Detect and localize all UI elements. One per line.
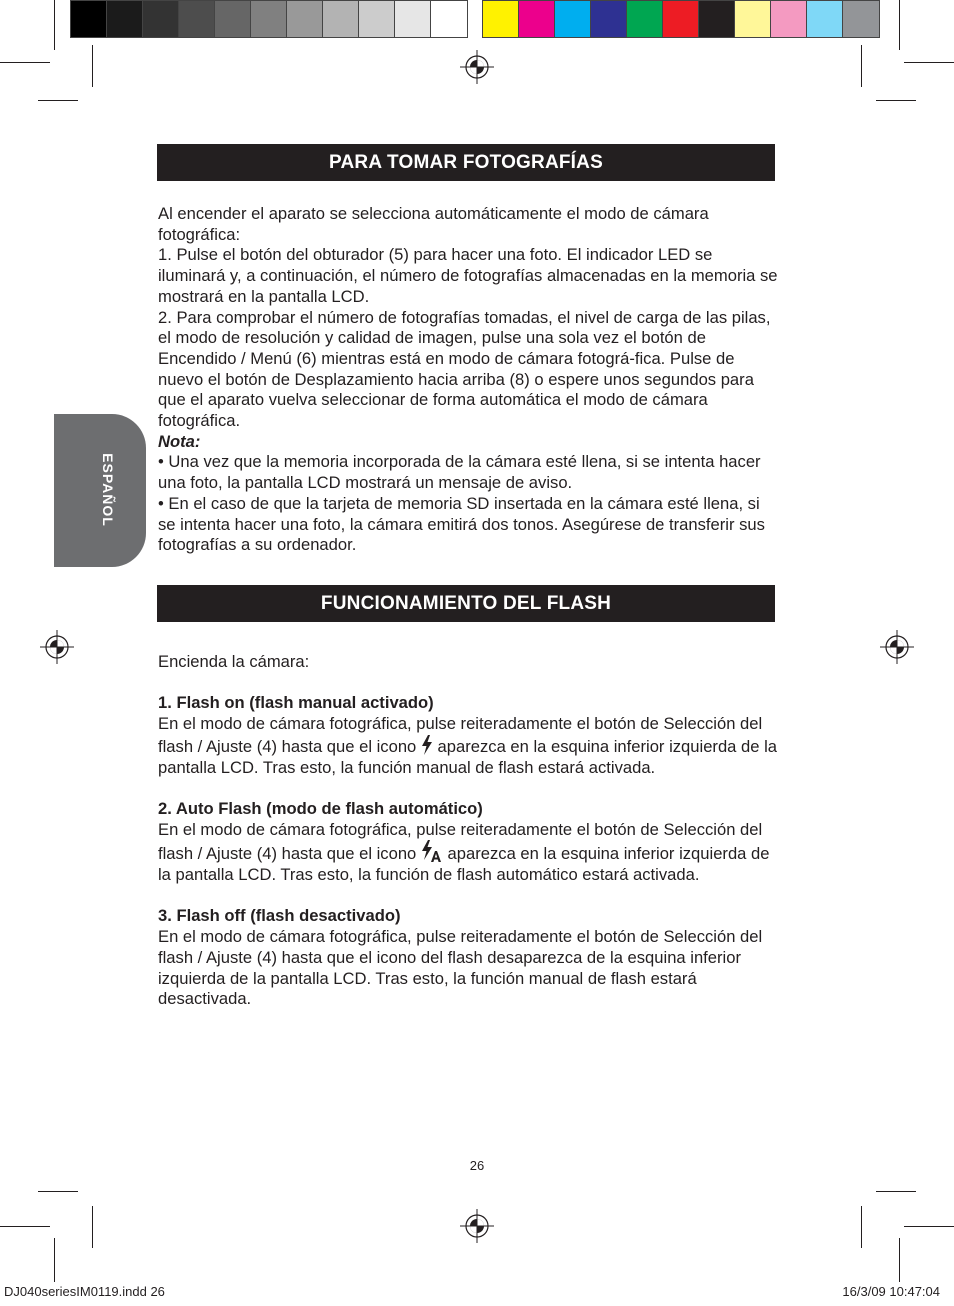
photos-step-1: 1. Pulse el botón del obturador (5) para hacer una foto. El indicador LED se iluminará y, a continuación, el número de fotografías almacenadas en la memoria se mostrará en la pantalla LCD. — [158, 245, 778, 306]
color-swatch — [591, 1, 627, 37]
color-swatch — [431, 1, 467, 37]
color-swatch — [179, 1, 215, 37]
language-tab-label: ESPAÑOL — [100, 453, 116, 527]
flash-item-1-title: 1. Flash on (flash manual activado) — [158, 693, 434, 713]
crop-mark — [904, 1226, 954, 1227]
note-label: Nota: — [158, 431, 201, 451]
color-swatch — [735, 1, 771, 37]
color-swatch — [359, 1, 395, 37]
crop-mark — [92, 45, 93, 87]
page-number: 26 — [469, 1158, 485, 1173]
note-item-2: • En el caso de que la tarjeta de memoria SD insertada en la cámara esté llena, si se intenta hacer una foto, la cámara emitirá dos tonos. Asegúrese de transferir sus fotografías a su ordenador. — [158, 493, 765, 555]
crosshair-registration-icon — [40, 630, 74, 664]
flash-item-2-text-after: aparezca en la esquina inferior izquierda de la pantalla LCD. Tras esto, la función de flash automático estará activada. — [158, 844, 770, 884]
color-swatch — [483, 1, 519, 37]
photos-intro: Al encender el aparato se selecciona automáticamente el modo de cámara fotográfica: — [158, 204, 709, 244]
color-swatch — [215, 1, 251, 37]
color-swatch — [627, 1, 663, 37]
crop-mark — [861, 45, 862, 87]
color-swatch — [807, 1, 843, 37]
crop-mark — [0, 1226, 50, 1227]
color-swatch — [287, 1, 323, 37]
color-swatch — [843, 1, 879, 37]
flash-icon — [421, 735, 433, 755]
flash-item-1-text-before: En el modo de cámara fotográfica, pulse reiteradamente el botón de Selección del flash / Ajuste (4) hasta que el icono — [158, 714, 763, 756]
crop-mark — [0, 62, 50, 63]
crop-mark — [861, 1206, 862, 1248]
section-photos-body — [158, 204, 778, 556]
color-swatch — [663, 1, 699, 37]
flash-intro: Encienda la cámara: — [158, 652, 310, 671]
flash-item-2-text-before: En el modo de cámara fotográfica, pulse reiteradamente el botón de Selección del flash / Ajuste (4) hasta que el icono — [158, 819, 763, 864]
color-swatch — [555, 1, 591, 37]
flash-item-1-text-after: aparezca en la esquina inferior izquierda de la pantalla LCD. Tras esto, la función manual de flash estará activada. — [158, 736, 777, 777]
color-swatch — [395, 1, 431, 37]
footer-datetime: 16/3/09 10:47:04 — [842, 1284, 940, 1299]
crop-mark — [899, 0, 900, 50]
crosshair-registration-icon — [880, 630, 914, 664]
section-header-photos: PARA TOMAR FOTOGRAFÍAS — [157, 144, 775, 181]
color-swatch — [143, 1, 179, 37]
flash-item-3-title: 3. Flash off (flash desactivado) — [158, 906, 401, 926]
color-swatch — [519, 1, 555, 37]
photos-step-2: 2. Para comprobar el número de fotografías tomadas, el nivel de carga de las pilas, el modo de resolución y calidad de imagen, pulse una sola vez el botón de Encendido / Menú (6) mientras está en modo de cámara fotográ-fica. Pulse de nuevo el botón de Desplazamiento hacia arriba (8) o espere unos segundos para que el aparato vuelva seleccionar de forma automática el modo de cámara fotográfica. — [158, 307, 771, 431]
flash-auto-icon — [421, 840, 443, 862]
crop-mark — [876, 1191, 916, 1192]
color-swatch — [771, 1, 807, 37]
flash-item-3-text: En el modo de cámara fotográfica, pulse reiteradamente el botón de Selección del flash / Ajuste (4) hasta que el icono del flash desaparezca de la esquina inferior izquierda de la pantalla LCD. Tras esto, la función manual de flash estará desactivada. — [158, 927, 763, 1009]
flash-item-1-text — [158, 714, 778, 778]
crop-mark — [54, 0, 55, 50]
grayscale-color-bar — [70, 0, 468, 38]
color-swatch — [323, 1, 359, 37]
process-color-bar — [482, 0, 880, 38]
crop-mark — [899, 1238, 900, 1282]
crop-mark — [876, 100, 916, 101]
crop-mark — [38, 100, 78, 101]
crosshair-registration-icon — [460, 50, 494, 84]
flash-item-2-title: 2. Auto Flash (modo de flash automático) — [158, 798, 483, 818]
crop-mark — [92, 1206, 93, 1248]
color-swatch — [107, 1, 143, 37]
color-swatch — [251, 1, 287, 37]
crop-mark — [904, 62, 954, 63]
color-swatch — [71, 1, 107, 37]
section-flash-body — [158, 652, 778, 1010]
section-header-flash: FUNCIONAMIENTO DEL FLASH — [157, 585, 775, 622]
crosshair-registration-icon — [460, 1209, 494, 1243]
footer-file-info: DJ040seriesIM0119.indd 26 — [4, 1284, 165, 1299]
crop-mark — [54, 1238, 55, 1282]
crop-mark — [38, 1191, 78, 1192]
note-item-1: • Una vez que la memoria incorporada de la cámara esté llena, si se intenta hacer una foto, la pantalla LCD mostrará un mensaje de aviso. — [158, 452, 761, 493]
flash-item-2-text — [158, 820, 778, 886]
color-swatch — [699, 1, 735, 37]
